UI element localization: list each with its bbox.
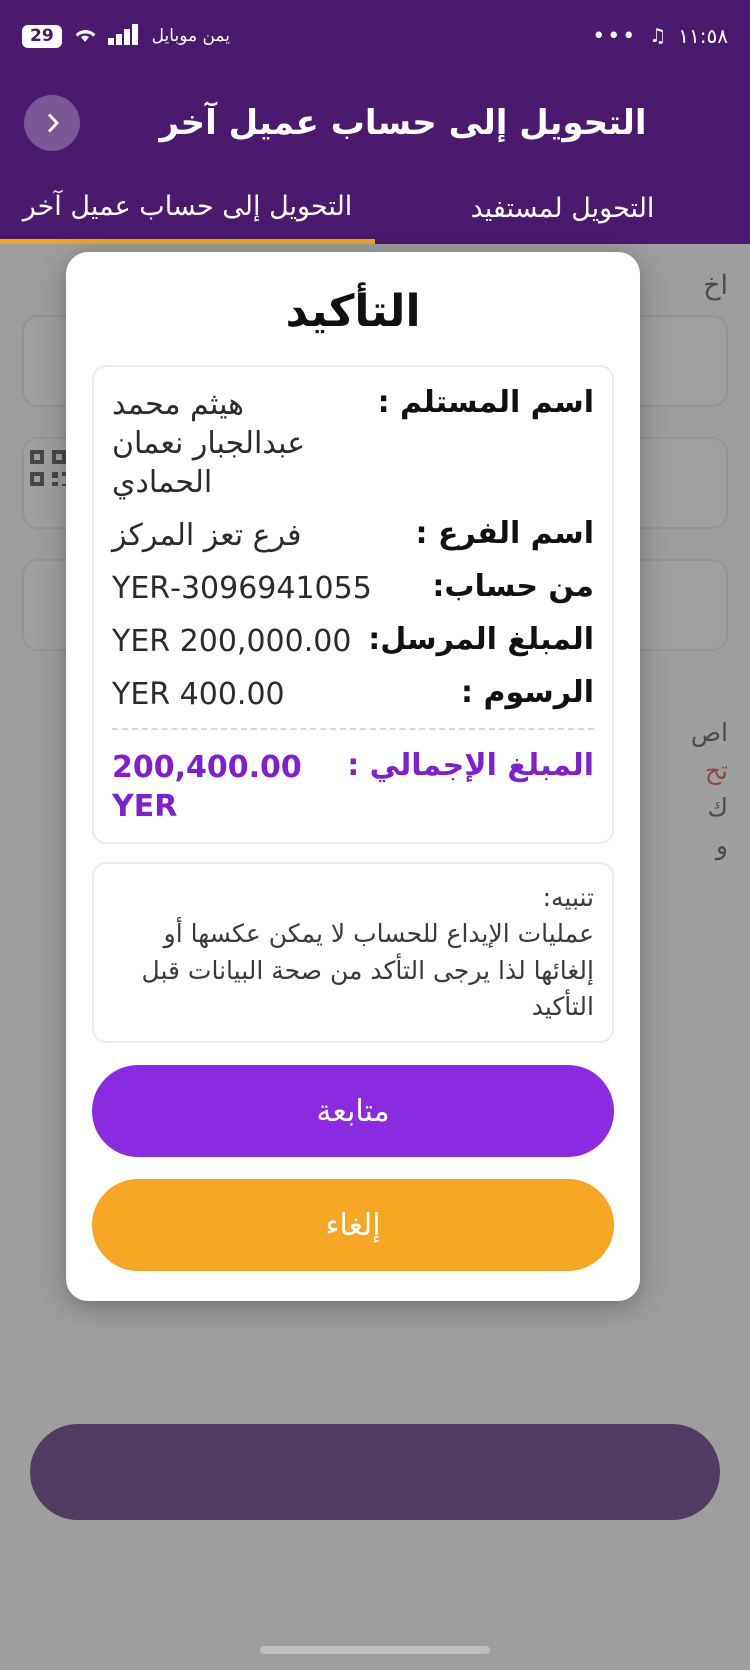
- tab-transfer-beneficiary[interactable]: التحويل لمستفيد: [470, 193, 655, 225]
- detail-value: 3096941055-YER: [112, 571, 372, 606]
- wifi-icon: [72, 24, 98, 48]
- home-indicator: [260, 1646, 490, 1654]
- detail-value: 400.00 YER: [112, 677, 285, 712]
- detail-value: هيثم محمد عبدالجبار نعمان الحمادي: [112, 387, 306, 500]
- more-options-icon: •••: [592, 23, 638, 49]
- detail-row-total: [112, 728, 594, 826]
- status-bar: [0, 0, 750, 72]
- detail-value: فرع تعز المركز: [112, 518, 302, 553]
- detail-row-fees: [112, 675, 594, 714]
- transfer-details-card: [92, 365, 614, 844]
- tab-bar: [0, 174, 750, 244]
- total-value: 200,400.00 YER: [112, 750, 302, 824]
- music-note-icon: ♫: [649, 25, 667, 47]
- detail-value: 200,000.00 YER: [112, 624, 352, 659]
- detail-row-from-account: [112, 569, 594, 608]
- notice-title: تنبيه:: [542, 883, 594, 912]
- back-button[interactable]: [24, 95, 80, 151]
- status-right-group: [592, 24, 728, 49]
- detail-label: المبلغ المرسل:: [368, 622, 594, 657]
- app-header: [0, 72, 750, 174]
- clock-label: ١١:٥٨: [678, 24, 728, 48]
- chevron-forward-icon: [41, 110, 63, 136]
- detail-label: من حساب:: [432, 569, 594, 604]
- carrier-label: يمن موبايل: [151, 26, 230, 46]
- confirm-button[interactable]: متابعة: [92, 1065, 614, 1157]
- notice-body: عمليات الإيداع للحساب لا يمكن عكسها أو إلغائها لذا يرجى التأكد من صحة البيانات قبل التأكيد: [141, 919, 594, 1021]
- detail-label: اسم المستلم :: [377, 385, 594, 420]
- detail-row-branch: [112, 516, 594, 555]
- detail-label: اسم الفرع :: [415, 516, 594, 551]
- detail-row-recipient: [112, 385, 594, 502]
- status-left-group: [22, 23, 230, 49]
- total-label: المبلغ الإجمالي :: [347, 748, 594, 783]
- page-title: التحويل إلى حساب عميل آخر: [159, 103, 647, 143]
- notice-box: [92, 862, 614, 1043]
- cancel-button[interactable]: إلغاء: [92, 1179, 614, 1271]
- tab-transfer-other-client[interactable]: التحويل إلى حساب عميل آخر: [0, 174, 375, 244]
- signal-bars-icon: [108, 23, 142, 49]
- battery-icon: 29: [22, 25, 62, 48]
- detail-label: الرسوم :: [461, 675, 594, 710]
- dialog-title: التأكيد: [285, 286, 421, 337]
- confirmation-dialog: [66, 252, 640, 1301]
- detail-row-amount-sent: [112, 622, 594, 661]
